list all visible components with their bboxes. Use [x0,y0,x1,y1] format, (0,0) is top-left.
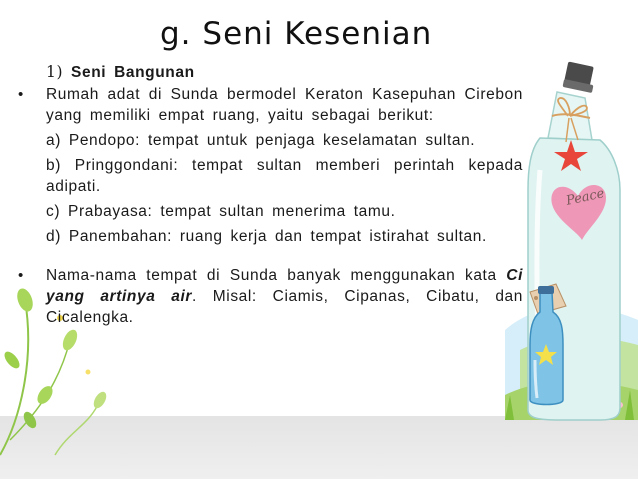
bullet-2-text-start: Nama-nama tempat di Sunda banyak menggunakan kata [46,267,507,284]
bullet-item-1 [18,84,523,247]
section-title: Seni Bangunan [71,64,195,81]
list-item-panembahan: d) Panembahan: ruang kerja dan tempat istirahat sultan. [46,228,487,245]
bottle-illustration [528,62,620,420]
bullet-2-text-end: . Misal: Ciamis, Cipanas, Cibatu, dan Cicalengka. [46,288,523,326]
bullet-icon: • [18,267,24,284]
bullet-2-emphasis: Ci yang artinya air [46,267,523,305]
bullet-item-2 [18,265,523,328]
bullet-icon: • [18,86,24,103]
list-item-pringgondani: b) Pringgondani: tempat sultan memberi perintah kepada adipati. [46,157,523,195]
list-item-prabayasa: c) Prabayasa: tempat sultan menerima tamu. [46,203,396,220]
bottle-label: Peace [564,186,606,209]
slide-title: g. Seni Kesenian [160,16,433,52]
section-heading [18,62,523,83]
bullet-2-text [46,265,523,328]
slide-content [18,62,523,328]
section-number: 1) [46,63,64,81]
spacer [18,247,523,265]
list-item-pendopo: a) Pendopo: tempat untuk penjaga keselamatan sultan. [46,132,476,149]
bullet-1-text: Rumah adat di Sunda bermodel Keraton Kasepuhan Cirebon yang memiliki empat ruang, yaitu sebagai berikut: [46,86,523,124]
